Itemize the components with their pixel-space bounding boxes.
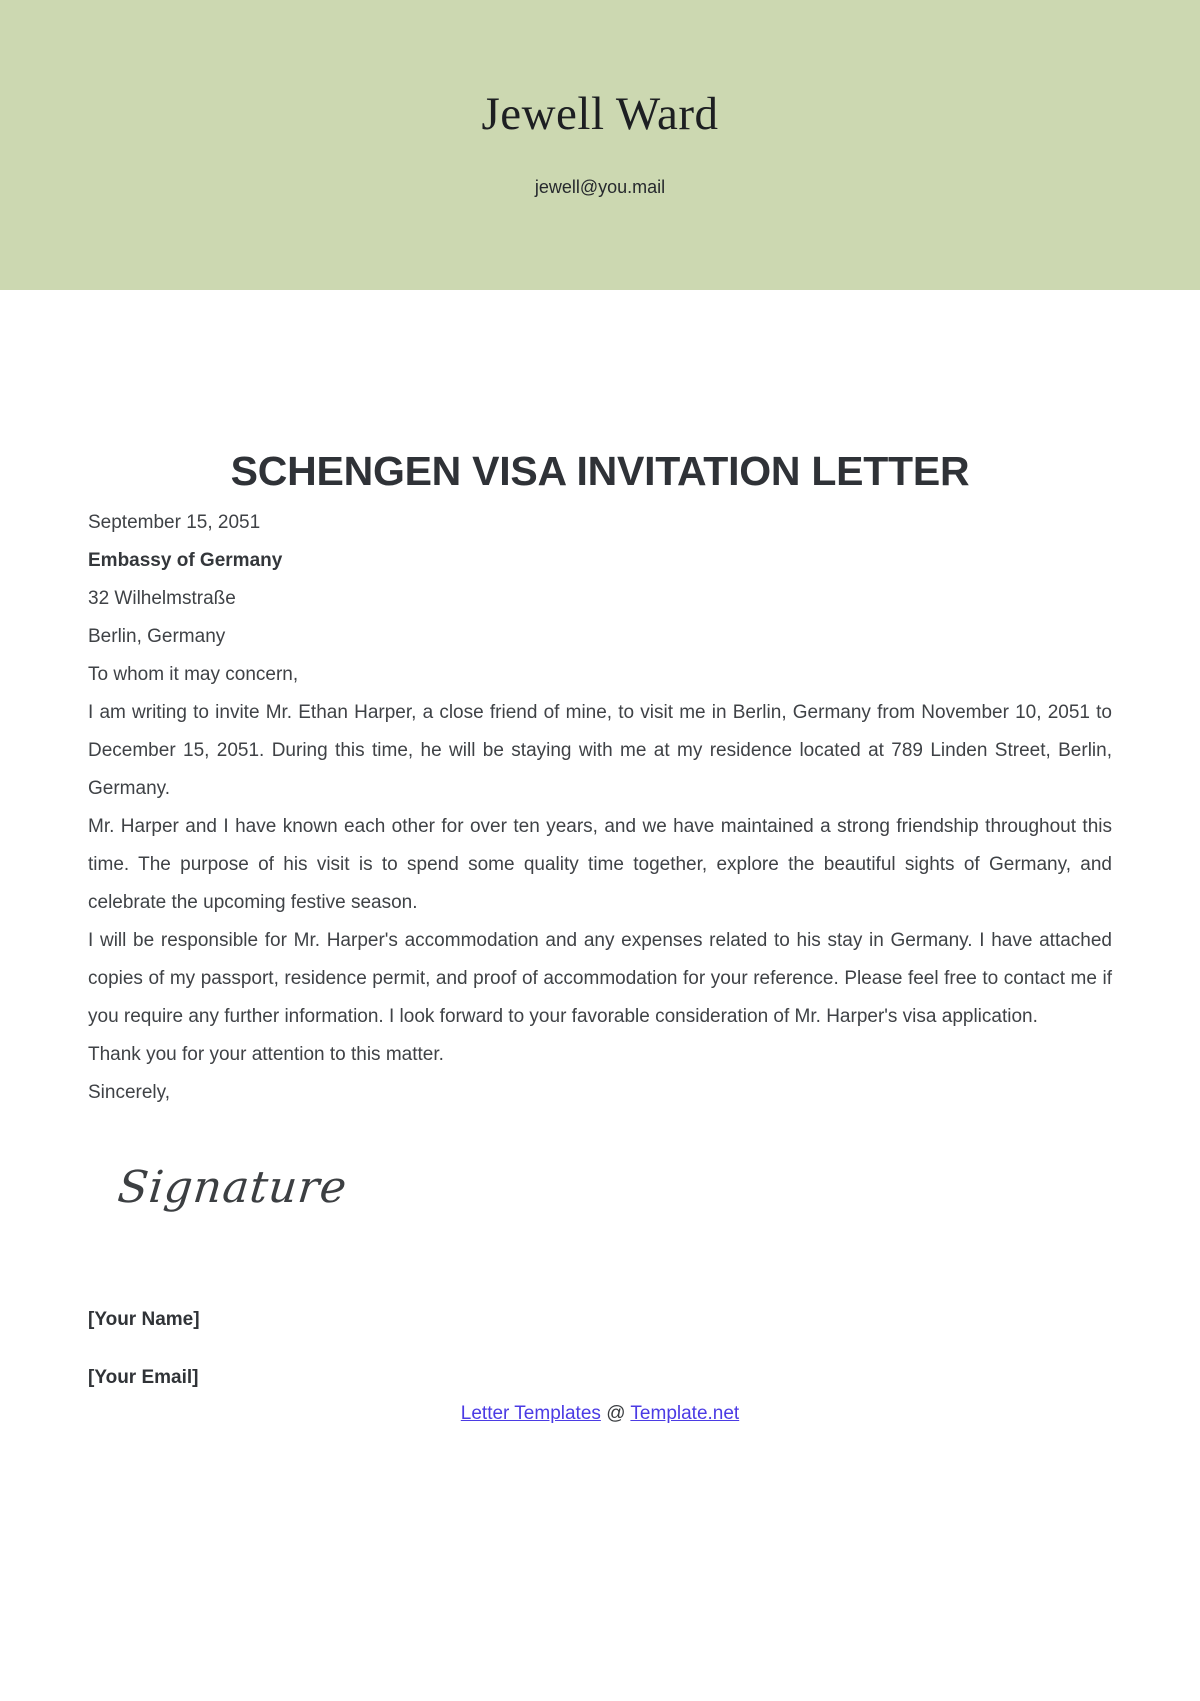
letter-body <box>88 504 1112 1112</box>
template-net-link[interactable]: Template.net <box>630 1403 740 1424</box>
footer-attribution <box>88 1402 1112 1426</box>
at-separator: @ <box>606 1403 626 1424</box>
recipient-org-line: Embassy of Germany <box>88 550 283 571</box>
sender-name: Jewell Ward <box>481 88 719 140</box>
salutation-line: To whom it may concern, <box>88 664 299 685</box>
header-band <box>0 0 1200 290</box>
body-paragraph: I will be responsible for Mr. Harper's accommodation and any expenses related to his stay in Germany. I have attached copies of my passport, residence permit, and proof of accommodation for your reference. Please feel free to contact me if you require any further information. I look forward to your favorable consideration of Mr. Harper's visa application. <box>88 930 1112 1027</box>
date-line: September 15, 2051 <box>88 512 261 533</box>
your-email-placeholder: [Your Email] <box>88 1367 199 1388</box>
thanks-line: Thank you for your attention to this matter. <box>88 1044 444 1065</box>
signature-block <box>115 1162 1112 1213</box>
your-name-placeholder: [Your Name] <box>88 1309 200 1330</box>
signature-script: Signature <box>115 1162 350 1213</box>
letter-title: SCHENGEN VISA INVITATION LETTER <box>230 448 970 494</box>
closing-line: Sincerely, <box>88 1082 171 1103</box>
body-paragraph: Mr. Harper and I have known each other for over ten years, and we have maintained a strong friendship throughout this time. The purpose of his visit is to spend some quality time together, explore the beautiful sights of Germany, and celebrate the upcoming festive season. <box>88 816 1112 913</box>
sender-email: jewell@you.mail <box>534 177 666 197</box>
recipient-street-line: 32 Wilhelmstraße <box>88 588 236 609</box>
body-paragraph: I am writing to invite Mr. Ethan Harper, a close friend of mine, to visit me in Berlin, Germany from November 10, 2051 to December 15, 2051. During this time, he will be staying with me at my residence located at 789 Linden Street, Berlin, Germany. <box>88 702 1112 799</box>
recipient-city-line: Berlin, Germany <box>88 626 226 647</box>
letter-templates-link[interactable]: Letter Templates <box>460 1403 601 1424</box>
letter-content <box>0 448 1200 1426</box>
